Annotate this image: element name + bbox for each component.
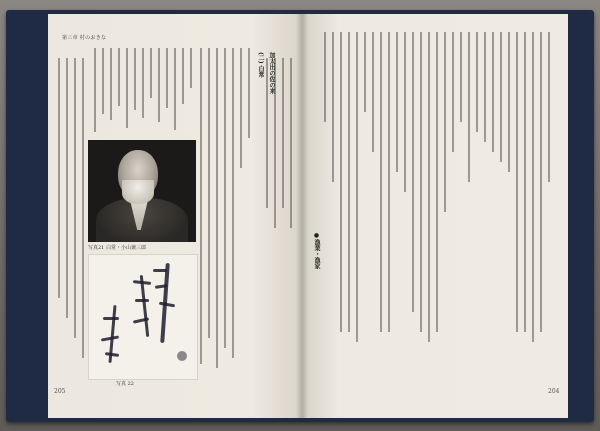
text-column	[452, 32, 454, 152]
page-number-left: 205	[54, 388, 66, 395]
page-number-right: 204	[548, 388, 560, 395]
text-column	[460, 32, 462, 122]
book-gutter	[296, 14, 308, 418]
text-column	[174, 48, 176, 130]
portrait-photo	[88, 140, 196, 242]
text-column	[190, 48, 192, 88]
text-column	[74, 58, 76, 338]
section-heading: 加太出の佐の来	[268, 52, 275, 94]
text-column	[150, 48, 152, 98]
text-column	[396, 32, 398, 172]
text-column	[340, 32, 342, 332]
calligraphy-caption: 写真 22	[116, 381, 134, 387]
text-column	[492, 32, 494, 152]
text-column	[356, 32, 358, 342]
text-column	[134, 48, 136, 110]
text-column	[216, 48, 218, 368]
text-column	[324, 32, 326, 122]
text-column	[500, 32, 502, 162]
text-column	[444, 32, 446, 212]
text-column	[290, 58, 292, 228]
text-column	[200, 48, 202, 364]
text-column	[82, 58, 84, 358]
calligraphy-image	[88, 254, 198, 380]
text-column	[548, 32, 550, 182]
text-column	[380, 32, 382, 332]
text-column	[208, 48, 210, 338]
text-column	[508, 32, 510, 172]
text-column	[282, 58, 284, 208]
text-column	[126, 48, 128, 128]
text-column	[428, 32, 430, 342]
text-column	[532, 32, 534, 342]
text-column	[476, 32, 478, 132]
text-column	[348, 32, 350, 332]
text-column	[182, 48, 184, 104]
text-column	[524, 32, 526, 332]
text-column	[66, 58, 68, 318]
text-column	[248, 48, 250, 138]
text-column	[142, 48, 144, 118]
text-column	[166, 48, 168, 108]
text-column	[232, 48, 234, 358]
text-column	[332, 32, 334, 182]
text-column	[118, 48, 120, 106]
text-column	[158, 48, 160, 122]
text-column	[110, 48, 112, 120]
text-column	[484, 32, 486, 142]
text-column	[372, 32, 374, 152]
running-head: 第三章 村のおきな	[62, 35, 107, 41]
text-column	[94, 48, 96, 132]
text-column	[224, 48, 226, 348]
text-column	[436, 32, 438, 332]
text-column	[516, 32, 518, 332]
text-column	[388, 32, 390, 332]
subsection-heading: (二) 白常	[257, 52, 264, 78]
text-column	[540, 32, 542, 332]
text-column	[468, 32, 470, 182]
text-column	[364, 32, 366, 112]
text-column	[102, 48, 104, 114]
text-column	[240, 48, 242, 168]
right-page	[302, 14, 568, 418]
text-column	[404, 32, 406, 192]
text-column	[420, 32, 422, 332]
text-column	[412, 32, 414, 312]
photo-caption: 写真21 白常・小山兼三郎	[88, 245, 146, 251]
text-column	[58, 58, 60, 298]
section-heading-right: ●漁業・漁家	[313, 232, 320, 269]
